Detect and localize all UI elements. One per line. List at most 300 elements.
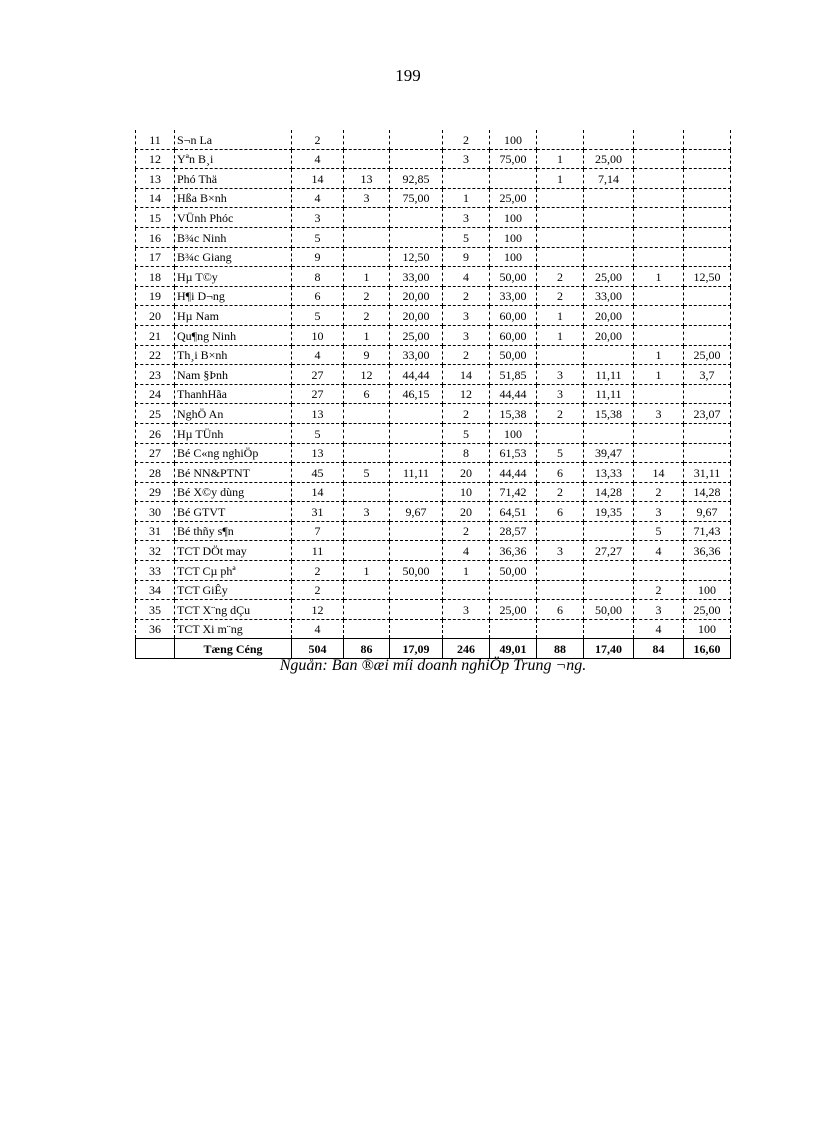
row-number-cell: 35 <box>136 600 175 620</box>
table-row <box>136 541 731 561</box>
total-c2: 86 <box>344 639 390 659</box>
page-number: 199 <box>395 66 421 85</box>
table-row <box>136 208 731 228</box>
row-value-cell <box>390 521 443 541</box>
total-c6: 88 <box>537 639 584 659</box>
row-number-cell: 26 <box>136 423 175 443</box>
row-value-cell <box>344 149 390 169</box>
table-row <box>136 404 731 424</box>
row-value-cell: 33,00 <box>390 267 443 287</box>
row-value-cell <box>584 521 634 541</box>
row-value-cell: 100 <box>490 247 537 267</box>
row-name-cell: Th¸i B×nh <box>175 345 292 365</box>
row-value-cell: 1 <box>537 306 584 326</box>
row-value-cell: 3 <box>634 404 684 424</box>
row-value-cell: 2 <box>443 404 490 424</box>
row-name-cell: Hµ TÜnh <box>175 423 292 443</box>
row-value-cell <box>344 423 390 443</box>
row-name-cell: NghÖ An <box>175 404 292 424</box>
row-number-cell: 11 <box>136 130 175 149</box>
row-value-cell: 1 <box>537 149 584 169</box>
row-value-cell: 2 <box>443 345 490 365</box>
row-name-cell: Hµ T©y <box>175 267 292 287</box>
table-row <box>136 325 731 345</box>
row-value-cell: 46,15 <box>390 384 443 404</box>
row-value-cell: 12 <box>292 600 344 620</box>
table-row <box>136 561 731 581</box>
row-number-cell: 30 <box>136 502 175 522</box>
row-name-cell: Bé GTVT <box>175 502 292 522</box>
row-value-cell: 2 <box>344 286 390 306</box>
row-value-cell: 3 <box>443 149 490 169</box>
row-value-cell <box>584 423 634 443</box>
table-row <box>136 482 731 502</box>
row-name-cell: Bé thñy s¶n <box>175 521 292 541</box>
table-row <box>136 619 731 639</box>
row-value-cell <box>390 149 443 169</box>
row-name-cell: Hßa B×nh <box>175 188 292 208</box>
row-value-cell: 9,67 <box>684 502 731 522</box>
row-value-cell <box>344 600 390 620</box>
row-value-cell: 64,51 <box>490 502 537 522</box>
row-value-cell: 6 <box>537 502 584 522</box>
row-value-cell: 50,00 <box>490 345 537 365</box>
row-value-cell <box>390 482 443 502</box>
table-row <box>136 365 731 385</box>
total-c1: 504 <box>292 639 344 659</box>
row-number-cell: 36 <box>136 619 175 639</box>
row-value-cell: 25,00 <box>584 149 634 169</box>
row-value-cell: 1 <box>634 345 684 365</box>
row-value-cell <box>390 423 443 443</box>
row-number-cell: 19 <box>136 286 175 306</box>
table-row <box>136 306 731 326</box>
row-value-cell: 71,42 <box>490 482 537 502</box>
row-number-cell: 21 <box>136 325 175 345</box>
row-value-cell: 5 <box>344 463 390 483</box>
row-value-cell: 4 <box>292 188 344 208</box>
row-value-cell: 61,53 <box>490 443 537 463</box>
row-value-cell: 12,50 <box>390 247 443 267</box>
row-value-cell: 3 <box>443 600 490 620</box>
row-value-cell: 3 <box>344 502 390 522</box>
row-value-cell: 20 <box>443 463 490 483</box>
row-value-cell: 20 <box>443 502 490 522</box>
row-value-cell: 100 <box>684 619 731 639</box>
table-row <box>136 247 731 267</box>
table-row <box>136 600 731 620</box>
row-value-cell: 44,44 <box>490 384 537 404</box>
row-value-cell: 100 <box>490 227 537 247</box>
row-value-cell: 9 <box>292 247 344 267</box>
row-value-cell: 1 <box>344 561 390 581</box>
row-value-cell: 4 <box>443 267 490 287</box>
row-value-cell: 3,7 <box>684 365 731 385</box>
row-value-cell <box>537 208 584 228</box>
table-row <box>136 149 731 169</box>
row-value-cell <box>634 247 684 267</box>
row-name-cell: TCT X¨ng dÇu <box>175 600 292 620</box>
table-row <box>136 188 731 208</box>
row-value-cell: 4 <box>292 345 344 365</box>
row-value-cell: 44,44 <box>390 365 443 385</box>
row-value-cell <box>684 561 731 581</box>
row-value-cell <box>634 130 684 149</box>
row-value-cell <box>537 345 584 365</box>
row-value-cell <box>584 208 634 228</box>
row-name-cell: ThanhHãa <box>175 384 292 404</box>
row-value-cell <box>684 247 731 267</box>
row-value-cell <box>684 227 731 247</box>
row-value-cell <box>634 208 684 228</box>
row-value-cell: 5 <box>292 306 344 326</box>
row-name-cell: TCT DÖt may <box>175 541 292 561</box>
row-value-cell <box>390 227 443 247</box>
row-value-cell: 11 <box>292 541 344 561</box>
row-number-cell: 18 <box>136 267 175 287</box>
row-value-cell: 3 <box>537 365 584 385</box>
row-value-cell: 100 <box>490 208 537 228</box>
row-value-cell: 13 <box>292 443 344 463</box>
row-value-cell <box>537 188 584 208</box>
row-number-cell: 17 <box>136 247 175 267</box>
row-value-cell: 11,11 <box>390 463 443 483</box>
row-value-cell <box>344 247 390 267</box>
row-value-cell <box>684 325 731 345</box>
row-number-cell: 23 <box>136 365 175 385</box>
row-value-cell <box>584 227 634 247</box>
row-value-cell: 5 <box>537 443 584 463</box>
row-value-cell <box>584 619 634 639</box>
row-number-cell: 31 <box>136 521 175 541</box>
row-value-cell: 9 <box>344 345 390 365</box>
row-value-cell <box>537 619 584 639</box>
row-value-cell: 2 <box>292 130 344 149</box>
table-row <box>136 345 731 365</box>
row-value-cell: 15,38 <box>584 404 634 424</box>
source-note: Nguån: Ban ®æi míi doanh nghiÖp Trung ¬ng. <box>279 657 587 674</box>
row-name-cell: TCT Xi m¨ng <box>175 619 292 639</box>
row-value-cell <box>490 169 537 189</box>
row-value-cell: 8 <box>443 443 490 463</box>
row-value-cell <box>584 188 634 208</box>
row-value-cell <box>537 227 584 247</box>
table-row <box>136 384 731 404</box>
row-value-cell: 50,00 <box>390 561 443 581</box>
row-value-cell: 5 <box>443 227 490 247</box>
row-value-cell: 6 <box>344 384 390 404</box>
row-value-cell: 60,00 <box>490 325 537 345</box>
row-value-cell: 33,00 <box>390 345 443 365</box>
row-value-cell: 3 <box>537 541 584 561</box>
row-value-cell: 14 <box>443 365 490 385</box>
row-number-cell: 25 <box>136 404 175 424</box>
row-value-cell <box>490 580 537 600</box>
row-value-cell: 3 <box>344 188 390 208</box>
row-value-cell: 27 <box>292 384 344 404</box>
row-value-cell: 3 <box>634 502 684 522</box>
row-value-cell <box>684 443 731 463</box>
row-value-cell: 13 <box>292 404 344 424</box>
row-value-cell: 6 <box>292 286 344 306</box>
row-number-cell: 28 <box>136 463 175 483</box>
row-value-cell: 19,35 <box>584 502 634 522</box>
row-value-cell <box>537 130 584 149</box>
row-value-cell: 20,00 <box>390 306 443 326</box>
row-value-cell: 33,00 <box>490 286 537 306</box>
row-value-cell <box>344 443 390 463</box>
row-value-cell <box>390 443 443 463</box>
row-name-cell: Nam §Þnh <box>175 365 292 385</box>
row-value-cell: 1 <box>537 169 584 189</box>
row-value-cell <box>344 541 390 561</box>
row-value-cell: 4 <box>634 541 684 561</box>
row-value-cell <box>634 227 684 247</box>
row-value-cell: 12 <box>344 365 390 385</box>
row-value-cell: 75,00 <box>390 188 443 208</box>
row-value-cell: 4 <box>292 149 344 169</box>
row-number-cell: 29 <box>136 482 175 502</box>
row-value-cell: 20,00 <box>584 306 634 326</box>
table-row <box>136 580 731 600</box>
row-number-cell: 34 <box>136 580 175 600</box>
row-value-cell: 9,67 <box>390 502 443 522</box>
row-name-cell: Bé X©y dùng <box>175 482 292 502</box>
row-value-cell: 100 <box>490 130 537 149</box>
row-value-cell: 7,14 <box>584 169 634 189</box>
row-value-cell <box>634 561 684 581</box>
row-value-cell: 2 <box>443 521 490 541</box>
row-number-cell: 14 <box>136 188 175 208</box>
row-value-cell <box>634 286 684 306</box>
row-value-cell: 31,11 <box>684 463 731 483</box>
row-value-cell: 20,00 <box>584 325 634 345</box>
row-value-cell <box>684 169 731 189</box>
row-value-cell: 25,00 <box>490 188 537 208</box>
row-value-cell <box>634 443 684 463</box>
row-value-cell: 36,36 <box>684 541 731 561</box>
total-c8: 84 <box>634 639 684 659</box>
row-value-cell: 4 <box>292 619 344 639</box>
row-value-cell: 14,28 <box>584 482 634 502</box>
row-value-cell <box>390 130 443 149</box>
row-value-cell <box>584 580 634 600</box>
row-value-cell <box>344 404 390 424</box>
row-value-cell: 2 <box>537 482 584 502</box>
row-value-cell: 11,11 <box>584 365 634 385</box>
row-value-cell: 9 <box>443 247 490 267</box>
row-value-cell: 10 <box>292 325 344 345</box>
row-value-cell: 92,85 <box>390 169 443 189</box>
table-row <box>136 286 731 306</box>
row-value-cell <box>684 208 731 228</box>
row-name-cell: Bé NN&PTNT <box>175 463 292 483</box>
row-value-cell <box>684 306 731 326</box>
row-value-cell: 1 <box>344 267 390 287</box>
table-row <box>136 267 731 287</box>
row-value-cell <box>390 404 443 424</box>
row-value-cell: 6 <box>537 463 584 483</box>
row-value-cell: 2 <box>537 286 584 306</box>
row-value-cell: 2 <box>537 267 584 287</box>
row-number-cell: 16 <box>136 227 175 247</box>
row-value-cell: 27 <box>292 365 344 385</box>
total-c4: 246 <box>443 639 490 659</box>
row-name-cell: TCT GiÊy <box>175 580 292 600</box>
row-value-cell <box>344 208 390 228</box>
total-c9: 16,60 <box>684 639 731 659</box>
row-value-cell <box>684 286 731 306</box>
row-value-cell: 4 <box>443 541 490 561</box>
row-value-cell: 14,28 <box>684 482 731 502</box>
row-name-cell: Phó Thä <box>175 169 292 189</box>
row-value-cell: 23,07 <box>684 404 731 424</box>
row-value-cell: 25,00 <box>584 267 634 287</box>
row-value-cell: 71,43 <box>684 521 731 541</box>
row-value-cell: 2 <box>443 130 490 149</box>
row-value-cell: 1 <box>443 561 490 581</box>
row-value-cell: 25,00 <box>684 600 731 620</box>
row-value-cell: 14 <box>634 463 684 483</box>
row-value-cell: 27,27 <box>584 541 634 561</box>
row-name-cell: Qu¶ng Ninh <box>175 325 292 345</box>
row-value-cell: 12 <box>443 384 490 404</box>
row-name-cell: TCT Cµ phª <box>175 561 292 581</box>
row-value-cell <box>584 130 634 149</box>
row-value-cell: 28,57 <box>490 521 537 541</box>
row-value-cell: 2 <box>292 561 344 581</box>
row-value-cell: 51,85 <box>490 365 537 385</box>
row-value-cell <box>584 345 634 365</box>
row-value-cell: 4 <box>634 619 684 639</box>
row-value-cell: 44,44 <box>490 463 537 483</box>
row-value-cell: 15,38 <box>490 404 537 424</box>
row-value-cell: 11,11 <box>584 384 634 404</box>
row-value-cell: 14 <box>292 482 344 502</box>
row-value-cell <box>537 561 584 581</box>
row-value-cell: 25,00 <box>684 345 731 365</box>
row-value-cell: 60,00 <box>490 306 537 326</box>
row-value-cell: 13,33 <box>584 463 634 483</box>
row-value-cell: 3 <box>537 384 584 404</box>
row-value-cell <box>634 149 684 169</box>
row-value-cell: 45 <box>292 463 344 483</box>
row-number-cell: 32 <box>136 541 175 561</box>
table-row <box>136 227 731 247</box>
row-value-cell: 14 <box>292 169 344 189</box>
row-value-cell: 50,00 <box>490 561 537 581</box>
row-value-cell <box>443 169 490 189</box>
row-value-cell <box>584 247 634 267</box>
row-value-cell <box>684 384 731 404</box>
row-number-cell: 15 <box>136 208 175 228</box>
table-body <box>136 130 731 639</box>
row-value-cell <box>344 227 390 247</box>
row-value-cell <box>634 325 684 345</box>
row-name-cell: B¾c Giang <box>175 247 292 267</box>
row-value-cell <box>684 149 731 169</box>
row-value-cell <box>684 423 731 443</box>
row-value-cell <box>537 521 584 541</box>
row-value-cell <box>537 247 584 267</box>
statistics-table <box>135 130 731 659</box>
row-value-cell: 2 <box>634 482 684 502</box>
row-value-cell <box>344 619 390 639</box>
row-value-cell <box>584 561 634 581</box>
row-value-cell: 3 <box>443 306 490 326</box>
row-value-cell: 1 <box>634 267 684 287</box>
row-value-cell: 3 <box>443 325 490 345</box>
row-value-cell <box>634 169 684 189</box>
row-value-cell <box>634 384 684 404</box>
row-value-cell: 13 <box>344 169 390 189</box>
row-value-cell <box>390 600 443 620</box>
table-row <box>136 502 731 522</box>
row-value-cell: 25,00 <box>490 600 537 620</box>
row-number-cell: 13 <box>136 169 175 189</box>
row-value-cell <box>634 188 684 208</box>
row-value-cell <box>390 541 443 561</box>
row-number-cell: 24 <box>136 384 175 404</box>
row-name-cell: VÜnh Phóc <box>175 208 292 228</box>
row-value-cell: 12,50 <box>684 267 731 287</box>
row-value-cell: 2 <box>443 286 490 306</box>
row-value-cell: 2 <box>634 580 684 600</box>
row-value-cell: 39,47 <box>584 443 634 463</box>
table-row <box>136 463 731 483</box>
row-value-cell: 6 <box>537 600 584 620</box>
row-value-cell: 31 <box>292 502 344 522</box>
row-value-cell <box>390 619 443 639</box>
row-value-cell <box>684 188 731 208</box>
row-value-cell: 75,00 <box>490 149 537 169</box>
table-row <box>136 169 731 189</box>
row-number-cell: 12 <box>136 149 175 169</box>
row-value-cell: 50,00 <box>584 600 634 620</box>
row-value-cell <box>344 482 390 502</box>
row-value-cell: 5 <box>292 227 344 247</box>
row-value-cell: 2 <box>344 306 390 326</box>
row-value-cell <box>684 130 731 149</box>
row-value-cell: 5 <box>634 521 684 541</box>
row-value-cell <box>443 619 490 639</box>
row-value-cell: 10 <box>443 482 490 502</box>
row-value-cell <box>344 580 390 600</box>
row-value-cell: 3 <box>443 208 490 228</box>
row-value-cell <box>537 423 584 443</box>
table-row <box>136 130 731 149</box>
row-number-cell: 20 <box>136 306 175 326</box>
row-value-cell <box>390 208 443 228</box>
row-value-cell <box>634 306 684 326</box>
total-label: Tæng Céng <box>175 639 292 659</box>
row-value-cell <box>344 521 390 541</box>
row-value-cell: 8 <box>292 267 344 287</box>
total-c3: 17,09 <box>390 639 443 659</box>
row-value-cell <box>537 580 584 600</box>
row-name-cell: S¬n La <box>175 130 292 149</box>
row-value-cell: 1 <box>344 325 390 345</box>
row-value-cell: 100 <box>684 580 731 600</box>
row-name-cell: Hµ Nam <box>175 306 292 326</box>
table-row <box>136 443 731 463</box>
row-name-cell: Yªn B¸i <box>175 149 292 169</box>
row-number-cell: 33 <box>136 561 175 581</box>
row-value-cell: 3 <box>634 600 684 620</box>
row-number-cell: 27 <box>136 443 175 463</box>
row-value-cell: 5 <box>292 423 344 443</box>
row-value-cell: 100 <box>490 423 537 443</box>
